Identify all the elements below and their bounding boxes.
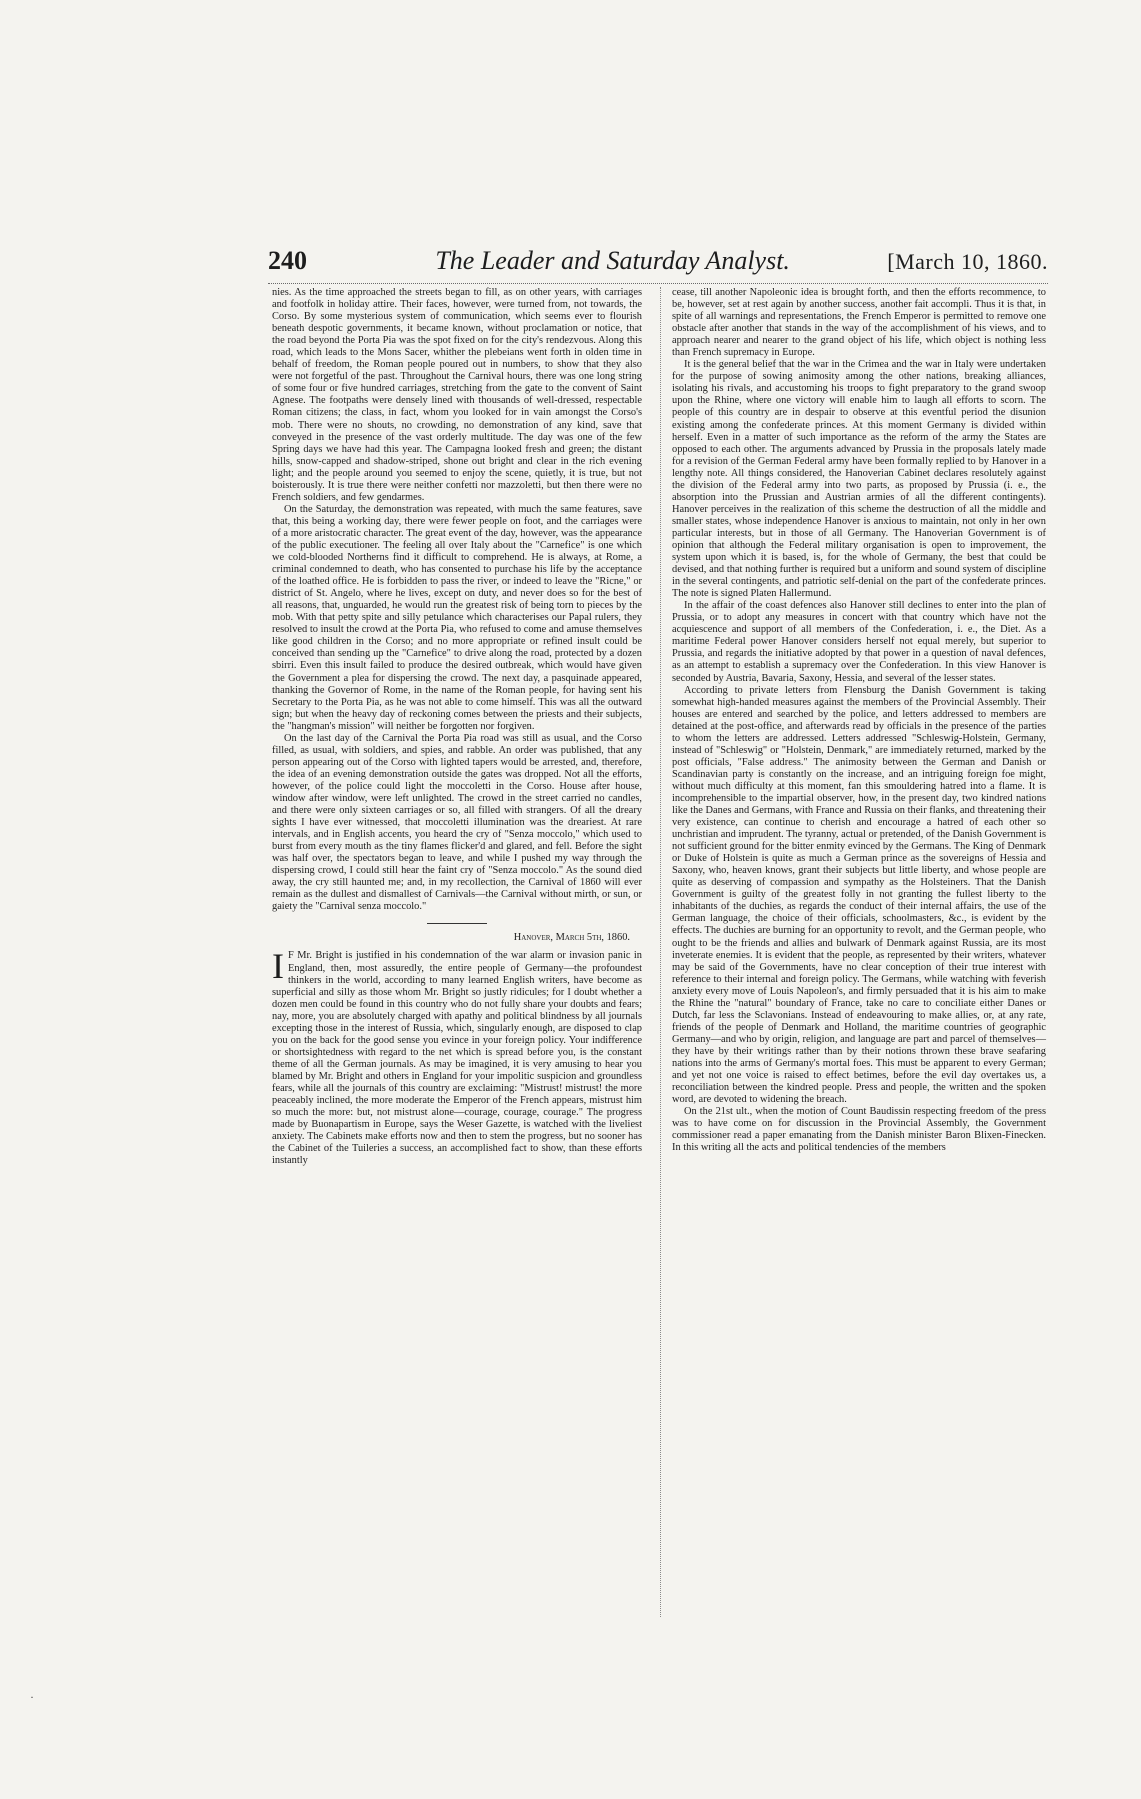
- section-divider: [427, 923, 487, 924]
- drop-cap: I: [272, 946, 284, 987]
- article-paragraph: nies. As the time approached the streets began to fill, as on other years, with carriages and footfolk in holiday attire. Their faces, however, were turned from, not towards, the Corso. By some mysterious system of communication, which seems ever to flourish beneath despotic governments, it became known, without proclamation or notice, that the road beyond the Porta Pia was the spot fixed on for the city's rendezvous. Along this road, which leads to the Mons Sacer, whither the plebeians went forth in olden time in behalf of freedom, the Roman people poured out in numbers, to show that they also were not forgetful of the past. Throughout the Carnival hours, there was one long string of some four or five hundred carriages, stretching from the gate to the convent of Saint Agnese. The footpaths were densely lined with thousands of well-dressed, respectable Roman citizens; the class, in fact, whom you looked for in vain amongst the Corso's mob. There were no shouts, no crowding, no demonstration of any kind, save that conveyed in the presence of the vast orderly multitude. The day was one of the few Spring days we have had this year. The Campagna looked fresh and green; the distant hills, snow-capped and shadow-striped, shone out bright and clear in the rich evening light; and the people around you seemed to enjoy the scene, quietly, it is true, but not boisterously. It is true there were neither confetti nor mazzoletti, but then there were no French soldiers, and few gendarmes.: [272, 287, 642, 503]
- masthead-title: The Leader and Saturday Analyst.: [435, 246, 790, 275]
- margin-mark-icon: ·: [30, 1690, 34, 1704]
- right-column: [672, 287, 1046, 1154]
- left-column: [272, 287, 642, 1167]
- column-divider: [660, 287, 661, 1617]
- page-header: [268, 246, 1048, 286]
- hanover-dateline: Hanover, March 5th, 1860.: [513, 932, 630, 944]
- article-paragraph: cease, till another Napoleonic idea is brought forth, and then the efforts recommence, to be, however, set at rest again by another success, another fait accompli. Thus it is that, in spite of all warnings and representations, the French Emperor is permitted to remove one obstacle after another that stands in the way of the accomplishment of his views, and to approach nearer and nearer to the grand object of his life, which object is nothing less than French supremacy in Europe.: [672, 287, 1046, 359]
- hanover-letter-text: F Mr. Bright is justified in his condemnation of the war alarm or invasion panic in England, then, most assuredly, the entire people of Germany—the profoundest thinkers in the world, according to many learned English writers, have become as superficial and silly as those whom Mr. Bright so justly ridicules; for I doubt whether a dozen men could be found in this country who do not fully share your doubts and fears; nay, more, you are absolutely charged with apathy and political blindness by all journals excepting those in the interest of Russia, which, singularly enough, are disposed to clap you on the back for the good sense you evince in your foreign policy. Your indifference or shortsightedness with regard to the net which is spread before you, is the constant theme of all the German journals. As may be imagined, it is very amusing to hear you blamed by Mr. Bright and others in England for your impolitic suspicion and groundless fears, while all the journals of this country are exclaiming: "Mistrust! mistrust! the more peaceably inclined, the more moderate the Emperor of the French appears, mistrust him so much the more: but, not mistrust alone—courage, courage, courage." The progress made by Buonapartism in Europe, says the Weser Gazette, is watched with the liveliest anxiety. The Cabinets make efforts now and then to stem the progress, but no sooner has the Cabinet of the Tuileries a success, an accomplished fact to show, than these efforts instantly: [272, 950, 642, 1167]
- article-paragraph: On the 21st ult., when the motion of Count Baudissin respecting freedom of the press was to have come on for discussion in the Provincial Assembly, the Government commissioner read a paper emanating from the Danish minister Baron Blixen-Finecken. In this writing all the acts and political tendencies of the members: [672, 1106, 1046, 1154]
- article-paragraph: It is the general belief that the war in the Crimea and the war in Italy were undertaken for the purpose of sowing animosity among the other nations, breaking alliances, isolating his rivals, and accustoming his troops to fight preparatory to the grand swoop upon the Rhine, where one victory will enable him to laugh all efforts to scorn. The people of this country are in despair to observe at this eventful period the disunion existing among the confederate princes. At this moment Germany is divided within herself. Even in a matter of such importance as the reform of the army the States are opposed to each other. The arguments advanced by Prussia in the proposals lately made for a revision of the German Federal army have been formally replied to by Hanover in a lengthy note. All things considered, the Hanoverian Cabinet declares resolutely against the division of the Federal army into two parts, as proposed by Prussia (i. e., the absorption into the Prussian and Austrian armies of all the different contingents). Hanover perceives in the realization of this scheme the destruction of all the middle and smaller states, whose independence Hanover is anxious to maintain, not only in her own particular interests, but in those of all Germany. The Hanoverian Government is of opinion that although the Federal military organisation is open to improvement, the system upon which it is based, is, for the whole of Germany, the best that could be devised, and that nothing further is required but a uniform and sound system of discipline in the several contingents, and patriotic self-denial on the part of the confederate princes. The note is signed Platen Hallermund.: [672, 359, 1046, 600]
- header-rule: [268, 283, 1048, 284]
- issue-date: [March 10, 1860.: [887, 249, 1048, 274]
- article-paragraph: On the Saturday, the demonstration was repeated, with much the same features, save that, this being a working day, there were fewer people on foot, and the carriages were of a more aristocratic character. The great event of the day, however, was the appearance of the public executioner. The feeling all over Italy about the "Carnefice" is one which we cold-blooded Northerns find it difficult to comprehend. He is always, at Rome, a criminal condemned to death, who has consented to purchase his life by the acceptance of the loathed office. He is forbidden to pass the river, or indeed to leave the "Ricne," or district of St. Angelo, where he lives, except on duty, and never does so for the best of all reasons, that, unguarded, he would run the greatest risk of being torn to pieces by the mob. With that petty spite and silly petulance which characterises our Papal rulers, they resolved to insult the crowd at the Porta Pia, who refused to come and amuse themselves like good children in the Corso; and no more appropriate or refined insult could be conceived than sending up the "Carnefice" to drive along the road, protected by a dozen sbirri. Even this insult failed to produce the desired outbreak, which would have given the Government a plea for dispersing the crowd. The next day, a pasquinade appeared, thanking the Governor of Rome, in the name of the Roman people, for having sent his Secretary to the Porta Pia, as he was not able to come himself. This was all the outward sign; but when the heavy day of reckoning comes between the priests and their subjects, the "hangman's mission" will neither be forgotten nor forgiven.: [272, 503, 642, 732]
- article-paragraph: In the affair of the coast defences also Hanover still declines to enter into the plan of Prussia, or to adopt any measures in concert with that country which have not the acquiescence and support of all members of the Confederation, i. e., the Diet. As a maritime Federal power Hanover considers herself not equal merely, but superior to Prussia, and regards the initiative adopted by that power in a question of naval defences, as an attempt to establish a supremacy over the Confederation. In this view Hanover is seconded by Austria, Bavaria, Saxony, Hessia, and several of the lesser states.: [672, 600, 1046, 684]
- article-paragraph: According to private letters from Flensburg the Danish Government is taking somewhat high-handed measures against the members of the Provincial Assembly. Their houses are entered and searched by the police, and letters addressed to members are detained at the post-office, and afterwards read by officials in the presence of the parties to whom the letters are addressed. Letters addressed "Schleswig-Holstein, Germany, instead of "Schleswig" or "Holstein, Denmark," are immediately returned, marked by the post officials, "False address." The animosity between the German and Danish or Scandinavian party is constantly on the increase, and an intriguing foreign foe might, without much difficulty at this moment, fan this smouldering hatred into a flame. It is incomprehensible to the impartial observer, how, in the present day, two kindred nations like the Danes and Germans, with France and Russia on their flanks, and threatening their very existence, can continue to cherish and encourage a hatred of each other so unchristian and imprudent. The tyranny, actual or pretended, of the Danish Government is not sufficient ground for the bitter enmity evinced by the Germans. The King of Denmark or Duke of Holstein is quite as much a German prince as the sovereigns of Hessia and Saxony, who, heaven knows, grant their subjects but little liberty, and whose people are quite as deserving of compassion and sympathy as the Holsteiners. That the Danish Government is guilty of the greatest folly in not granting the fullest liberty to the inhabitants of the duchies, as regards the conduct of their internal affairs, the use of the German language, the choice of their officials, schoolmasters, &c., is evident by the effects. The duchies are burning for an opportunity to revolt, and the German people, who ought to be the friends and allies and bulwark of Denmark against Russia, are its most inveterate enemies. It is evident that the people, as represented by their writers, whatever may be said of the Governments, have no clear conception of their true interest with reference to their internal and foreign policy. The Germans, while watching with feverish anxiety every move of Louis Napoleon's, and firmly persuaded that it is his aim to make the Rhine the "natural" boundary of France, take no care to conciliate either Danes or Dutch, far less the Sclavonians. Instead of endeavouring to make allies, or, at any rate, friends of the people of Denmark and Holland, the maritime countries of geographic Germany—and who by origin, religion, and language are part and parcel of themselves—they have by their writings rather than by their notions thrown these brave seafaring nations into the arms of Germany's mortal foes. This must be apparent to every German; and yet not one voice is raised to effect betimes, before the evil day overtakes us, a reconciliation between the kindred people. Press and people, the written and the spoken word, are devoted to widening the breach.: [672, 684, 1046, 1106]
- hanover-letter: [272, 946, 642, 1167]
- article-paragraph: On the last day of the Carnival the Porta Pia road was still as usual, and the Corso filled, as usual, with soldiers, and spies, and rabble. An order was published, that any person appearing out of the Corso with lighted tapers would be arrested, and, therefore, the idea of an evening demonstration outside the gates was dropped. Not all the efforts, however, of the police could light the moccoletti in the Corso. House after house, window after window, were left unlighted. The crowd in the street carried no candles, and there were only sixteen carriages or so, all filled with strangers. Of all the dreary sights I have ever witnessed, that moccoletti illumination was the dreariest. At rare intervals, and in English accents, you heard the cry of "Senza moccolo," which used to burst from every mouth as the tiny flames flicker'd and glared, and fell. Before the sight was half over, the spectators began to leave, and while I pushed my way through the dispersing crowd, I could still hear the faint cry of "Senza moccolo." As the sound died away, the cry still haunted me; and, in my recollection, the Carnival of 1860 will ever remain as the dullest and dismallest of Carnivals—the Carnival without mirth, or sun, or gaiety the "Carnival senza moccolo.": [272, 732, 642, 913]
- page-number: 240: [268, 246, 307, 275]
